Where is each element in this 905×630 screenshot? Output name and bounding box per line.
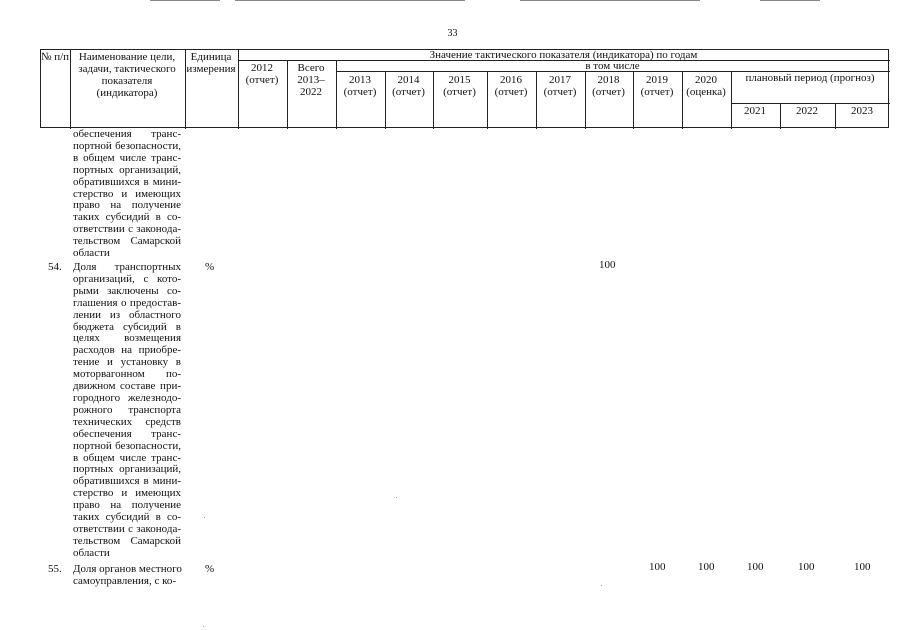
header-values-title: Значение тактического показателя (индикатора) по годам — [429, 49, 698, 61]
text-line: обратившихся в мини- — [73, 175, 181, 188]
header-total-3: 2022 — [300, 86, 322, 98]
row-55-value-2020: 100 — [698, 561, 715, 573]
header-2022: 2022 — [796, 105, 818, 117]
header-incl: в том числе — [585, 60, 640, 72]
header-total-1: Всего — [297, 62, 325, 74]
header-2018-year: 2018 — [597, 74, 620, 86]
header-name-2: задачи, тактического — [78, 63, 176, 75]
text-line: таких субсидий в со- — [73, 211, 181, 224]
header-2016-year: 2016 — [500, 74, 522, 86]
text-line: тение и установку в — [73, 356, 181, 369]
header-2013-year: 2013 — [349, 74, 371, 86]
text-line: рыми заключены со- — [73, 284, 181, 297]
header-2014-note: (отчет) — [392, 86, 425, 98]
scan-speck — [203, 626, 204, 627]
header-2019-year: 2019 — [646, 74, 668, 86]
row-54-value-2018: 100 — [599, 259, 616, 271]
text-line: моторвагонном по- — [73, 368, 181, 381]
row-54-unit: % — [205, 261, 215, 273]
continuation-text — [73, 129, 181, 260]
text-line: обратившихся в мини- — [73, 475, 181, 488]
text-line: портной безопасности, — [73, 139, 181, 152]
row-55-name — [73, 564, 181, 588]
scan-edge-line — [520, 0, 700, 1]
header-2019-note: (отчет) — [640, 86, 674, 98]
text-line: портных организаций, — [73, 163, 181, 176]
text-line: портной безопасности, — [73, 439, 181, 452]
text-line: самоуправления, с ко- — [73, 574, 177, 587]
header-2021: 2021 — [744, 105, 766, 117]
header-2020-note: (оценка) — [686, 86, 726, 98]
header-num: № п/п — [40, 51, 70, 63]
row-55-unit: % — [205, 563, 215, 575]
scan-edge-line — [760, 0, 820, 1]
text-line: глашения о предостав- — [73, 296, 181, 309]
text-line: движном составе при- — [73, 380, 181, 393]
text-line: расходов на приобре- — [73, 344, 181, 357]
header-2017-year: 2017 — [549, 74, 571, 86]
text-line: ответствии с законода- — [73, 522, 181, 535]
text-line: области — [73, 546, 110, 559]
page-number: 33 — [447, 28, 458, 39]
row-55-number: 55. — [48, 563, 62, 575]
text-line: право на получение — [73, 499, 181, 512]
header-2017-note: (отчет) — [543, 86, 577, 98]
text-line: обеспечения транс- — [73, 427, 181, 440]
header-2012-year: 2012 — [251, 62, 273, 74]
text-line: бюджета субсидий в — [73, 320, 181, 333]
header-2016-note: (отчет) — [494, 86, 528, 98]
header-unit-2: измерения — [186, 63, 236, 75]
scan-edge-line — [150, 0, 220, 1]
text-line: стерство и имеющих — [73, 187, 181, 200]
text-line: в общем числе транс- — [73, 451, 181, 464]
text-line: рожного транспорта — [73, 403, 181, 416]
text-line: обеспечения транс- — [73, 128, 181, 140]
header-2015-note: (отчет) — [443, 86, 476, 98]
text-line: тельством Самарской — [73, 235, 181, 248]
text-line: организаций, с кото- — [73, 272, 181, 285]
header-total-2: 2013– — [297, 74, 325, 86]
row-55-value-2019: 100 — [649, 561, 666, 573]
header-planned: плановый период (прогноз) — [745, 72, 875, 84]
header-name-3: показателя — [101, 75, 153, 87]
header-2012-note: (отчет) — [245, 74, 279, 86]
text-line: тельством Самарской — [73, 534, 181, 547]
text-line: Доля органов местного — [73, 563, 182, 575]
text-line: таких субсидий в со- — [73, 511, 181, 524]
header-name-1: Наименование цели, — [78, 51, 176, 63]
text-line: стерство и имеющих — [73, 487, 181, 500]
scan-edge-line — [235, 0, 465, 1]
row-55-value-2021: 100 — [747, 561, 764, 573]
text-line: в общем числе транс- — [73, 151, 181, 164]
text-line: портных организаций, — [73, 463, 181, 476]
text-line: ответствии с законода- — [73, 223, 181, 236]
header-2018-note: (отчет) — [592, 86, 625, 98]
header-2015-year: 2015 — [448, 74, 471, 86]
header-unit-1: Единица — [190, 51, 232, 63]
text-line: технических средств — [73, 415, 181, 428]
scan-speck — [601, 585, 602, 586]
header-2023: 2023 — [851, 105, 873, 117]
text-line: Доля транспортных — [73, 261, 181, 273]
row-54-name — [73, 262, 181, 560]
row-54-number: 54. — [48, 261, 62, 273]
row-55-value-2022: 100 — [798, 561, 815, 573]
text-line: лении из областного — [73, 308, 181, 321]
text-line: целях возмещения — [73, 332, 181, 345]
scan-speck — [396, 497, 397, 498]
header-name-4: (индикатора) — [96, 87, 158, 99]
text-line: городного железнодо- — [73, 391, 181, 404]
header-2020-year: 2020 — [695, 74, 717, 86]
text-line: области — [73, 247, 110, 260]
row-55-value-2023: 100 — [854, 561, 871, 573]
scan-speck — [204, 517, 205, 518]
text-line: право на получение — [73, 199, 181, 212]
header-2013-note: (отчет) — [343, 86, 377, 98]
header-2014-year: 2014 — [397, 74, 420, 86]
